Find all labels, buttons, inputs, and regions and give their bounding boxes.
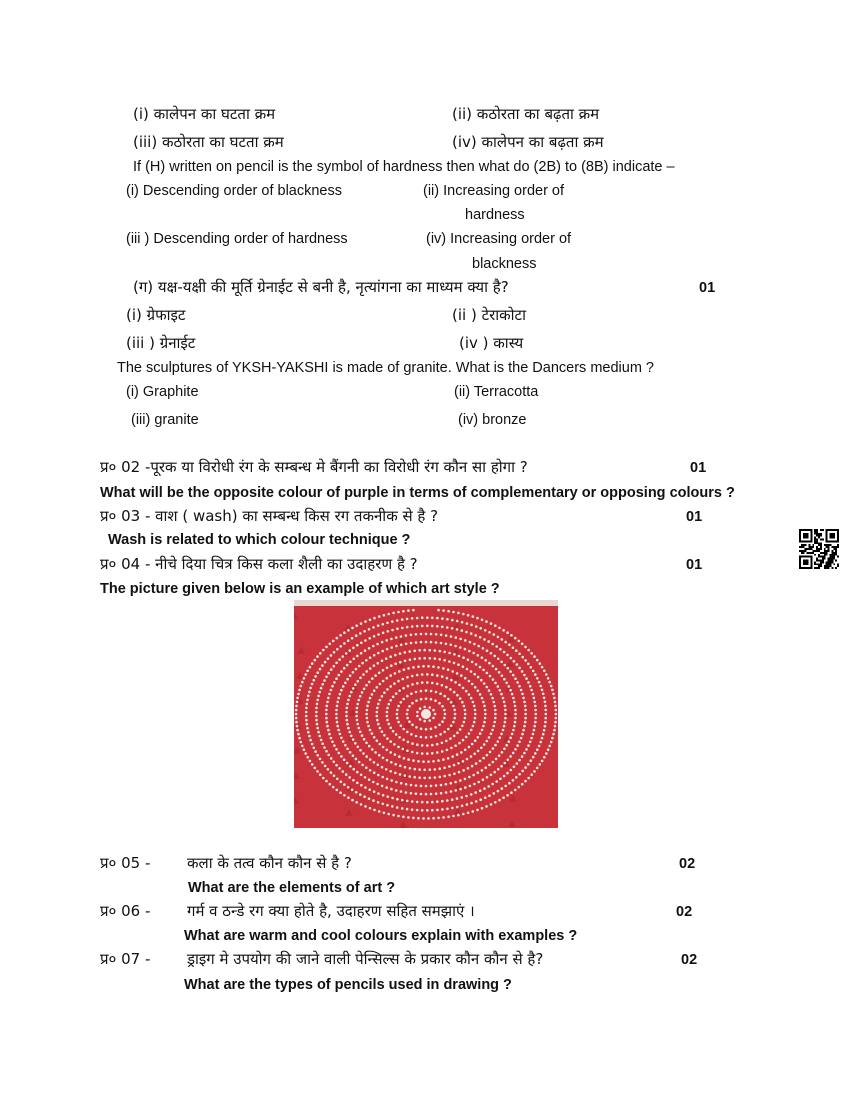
question-q06-en: What are warm and cool colours explain with examples ? [184, 928, 578, 944]
option-en-2-cont: hardness [465, 207, 525, 223]
qr-code [799, 529, 839, 569]
marks-q06: 02 [676, 904, 693, 920]
option-en-4-cont: blackness [472, 256, 537, 272]
marks-q01-ga: 01 [699, 280, 716, 296]
question-q03-en: Wash is related to which colour technique ? [108, 532, 411, 548]
question-q05-hi: कला के तत्व कौन कौन से है ? [187, 854, 352, 872]
option-hi-granite: (iii ) ग्रेनाईट [126, 334, 196, 352]
question-hi-yaksh: (ग) यक्ष-यक्षी की मूर्ति ग्रेनाईट से बनी है, नृत्यांगना का माध्यम क्या है? [133, 278, 509, 296]
question-q05-label: प्र० 05 - [100, 854, 151, 872]
marks-q07: 02 [681, 952, 698, 968]
option-en-2: (ii) Increasing order of [423, 183, 565, 199]
marks-q04: 01 [686, 557, 703, 573]
option-en-graphite: (i) Graphite [126, 384, 199, 400]
option-en-4: (iv) Increasing order of [426, 231, 572, 247]
option-en-bronze: (iv) bronze [458, 412, 527, 428]
option-en-1: (i) Descending order of blackness [126, 183, 342, 199]
option-en-granite: (iii) granite [131, 412, 199, 428]
option-hi-3: (iii) कठोरता का घटता क्रम [133, 133, 284, 151]
option-hi-1: (i) कालेपन का घटता क्रम [133, 105, 276, 123]
option-hi-2: (ii) कठोरता का बढ़ता क्रम [452, 105, 600, 123]
question-q02-en: What will be the opposite colour of purple in terms of complementary or opposing colours ? [100, 485, 735, 501]
marks-q02: 01 [690, 460, 707, 476]
question-q07-hi: ड्राइग मे उपयोग की जाने वाली पेन्सिल्स के प्रकार कौन कौन से है? [187, 950, 544, 968]
option-en-terracotta: (ii) Terracotta [454, 384, 539, 400]
option-hi-graphite: (i) ग्रेफाइट [126, 306, 186, 324]
marks-q03: 01 [686, 509, 703, 525]
question-q03-hi: प्र० 03 - वाश ( wash) का सम्बन्ध किस रग तकनीक से है ? [100, 507, 439, 525]
warli-artwork-image [294, 600, 558, 828]
question-q06-label: प्र० 06 - [100, 902, 151, 920]
question-q04-en: The picture given below is an example of which art style ? [100, 581, 500, 597]
option-en-3: (iii ) Descending order of hardness [126, 231, 348, 247]
option-hi-terracotta: (ii ) टेराकोटा [452, 306, 527, 324]
question-en-yaksh: The sculptures of YKSH-YAKSHI is made of granite. What is the Dancers medium ? [117, 360, 654, 376]
question-q07-label: प्र० 07 - [100, 950, 151, 968]
option-hi-4: (iv) कालेपन का बढ़ता क्रम [452, 133, 604, 151]
marks-q05: 02 [679, 856, 696, 872]
question-q04-hi: प्र० 04 - नीचे दिया चित्र किस कला शैली का उदाहरण है ? [100, 555, 418, 573]
question-en-pencil-hardness: If (H) written on pencil is the symbol of hardness then what do (2B) to (8B) indicate – [133, 159, 675, 175]
question-q05-en: What are the elements of art ? [188, 880, 396, 896]
question-q06-hi: गर्म व ठन्डे रग क्या होते है, उदाहरण सहित समझाएं । [187, 902, 475, 920]
option-hi-bronze: (iv ) कास्य [459, 334, 524, 352]
question-q02-hi: प्र० 02 -पूरक या विरोधी रंग के सम्बन्ध मे बैंगनी का विरोधी रंग कौन सा होगा ? [100, 458, 528, 476]
question-q07-en: What are the types of pencils used in drawing ? [184, 977, 512, 993]
